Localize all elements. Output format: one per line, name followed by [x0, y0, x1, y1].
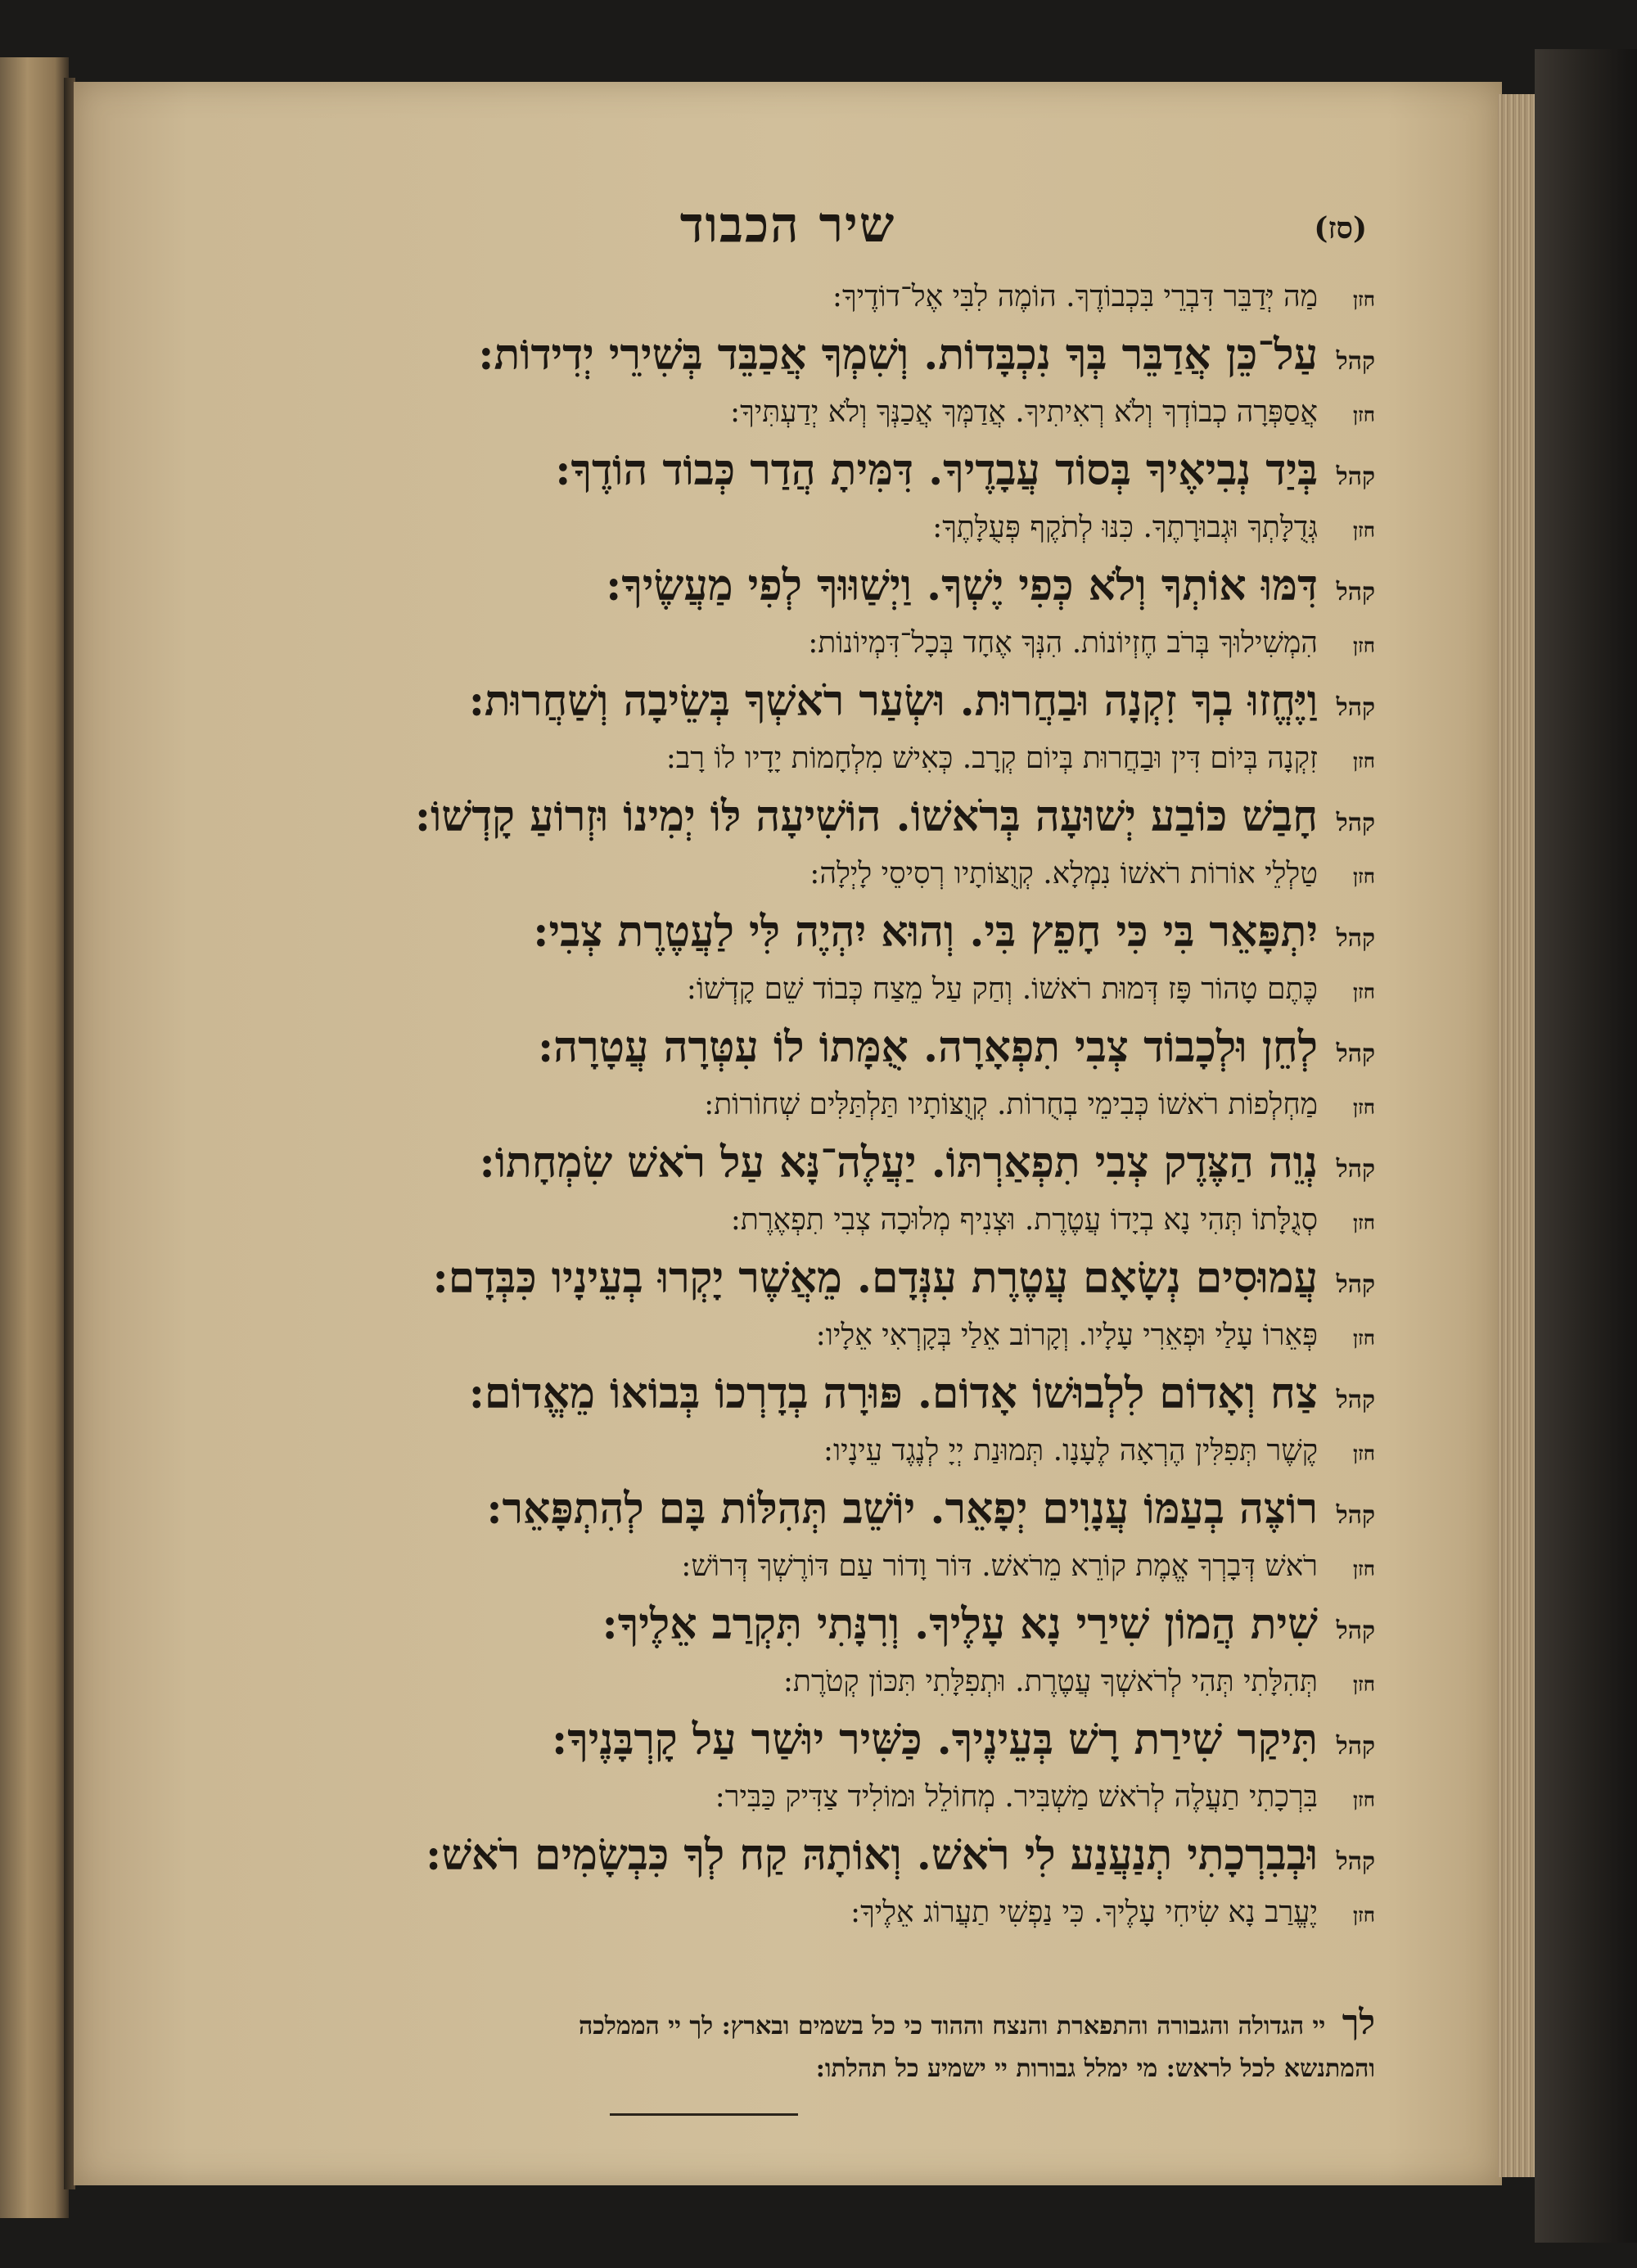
- verse-text: הִמְשִׁילוּךָ בְּרֹב חֶזְיוֹנוֹת. הִנְּךָ אֶחָד בְּכָל־דִּמְיוֹנוֹת:: [808, 626, 1318, 660]
- page-content: [74, 82, 1502, 2185]
- closing-passage: [180, 2001, 1375, 2090]
- speaker-label: חזן: [1352, 1095, 1375, 1119]
- closing-text: יי הגדולה והגבורה והתפארת והנצח וההוד כי כל בשמים ובארץ: לך יי הממלכה: [578, 2012, 1326, 2040]
- congregation-line: [164, 1132, 1375, 1193]
- speaker-label: חזן: [1352, 749, 1375, 773]
- verse-text: בְּיַד נְבִיאֶיךָ בְּסוֹד עֲבָדֶיךָ. דִּמִּיתָ הֲדַר כְּבוֹד הוֹדֶךָ:: [555, 445, 1318, 495]
- cantor-line: [164, 732, 1375, 786]
- speaker-label: חזן: [1352, 864, 1375, 888]
- verse-text: בִּרְכָתִי תַעֲלֶה לְרֹאשׁ מַשְׁבִּיר. מְחוֹלֵל וּמוֹלִיד צַדִּיק כַּבִּיר:: [715, 1780, 1318, 1814]
- verse-text: עֲמוּסִים נְשָׂאָם עֲטֶרֶת עִנְּדָם. מֵאֲשֶׁר יָקְרוּ בְעֵינָיו כִּבְּדָם:: [432, 1253, 1318, 1303]
- speaker-label: חזן: [1352, 287, 1375, 311]
- cantor-line: [164, 1540, 1375, 1594]
- verse-text: לְחֵן וּלְכָבוֹד צְבִי תִפְאָרָה. אֻמָּתוֹ לוֹ עִטְּרָה עֲטָרָה:: [537, 1022, 1318, 1072]
- verse-text: כֶּתֶם טָהוֹר פָּז דְּמוּת רֹאשׁוֹ. וְחַק עַל מֵצַח כְּבוֹד שֵׁם קָדְשׁוֹ:: [686, 972, 1318, 1006]
- speaker-label: קהל: [1336, 693, 1375, 722]
- page-number: (סז): [1314, 211, 1367, 246]
- speaker-label: חזן: [1352, 1903, 1375, 1927]
- speaker-label: חזן: [1352, 403, 1375, 426]
- speaker-label: קהל: [1336, 1847, 1375, 1876]
- verse-text: מַה יְּדַבֵּר דִּבְרֵי בִּכְבוֹדֶךָ. הוֹמֶה לִבִּי אֶל־דוֹדֶיךָ:: [832, 280, 1318, 313]
- verse-text: חָבַשׁ כּוֹבַע יְשׁוּעָה בְּרֹאשׁוֹ. הוֹשִׁיעָה לּוֹ יְמִינוֹ וּזְרוֹעַ קָדְשׁוֹ:: [414, 791, 1318, 841]
- verse-text: וּבְבִרְכָתִי תְנַעֲנַע לִי רֹאשׁ. וְאוֹתָהּ קַח לְךָ כִּבְשָׂמִים רֹאשׁ:: [426, 1830, 1318, 1880]
- cantor-line: [164, 1886, 1375, 1940]
- speaker-label: קהל: [1336, 1270, 1375, 1299]
- verse-list: [164, 270, 1375, 1940]
- speaker-label: קהל: [1336, 1386, 1375, 1414]
- speaker-label: חזן: [1352, 1211, 1375, 1234]
- congregation-line: [164, 324, 1375, 386]
- speaker-label: קהל: [1336, 1155, 1375, 1184]
- verse-text: שִׁית הֲמוֹן שִׁירַי נָא עָלֶיךָ. וְרִנָּתִי תִּקְרַב אֵלֶיךָ:: [602, 1599, 1318, 1649]
- congregation-line: [164, 555, 1375, 616]
- left-page-edge: [0, 57, 69, 2218]
- speaker-label: קהל: [1336, 1732, 1375, 1761]
- speaker-label: קהל: [1336, 924, 1375, 953]
- congregation-line: [164, 1247, 1375, 1309]
- verse-text: מַחְלְפוֹת רֹאשׁוֹ כְּבִימֵי בְחֻרוֹת. קְוֻצּוֹתָיו תַּלְתַּלִּים שְׁחוֹרוֹת:: [704, 1088, 1318, 1121]
- verse-text: קֶשֶׁר תְּפִלִּין הֶרְאָה לֶעָנָו. תְּמוּנַת יְיָ לְנֶגֶד עֵינָיו:: [823, 1434, 1318, 1468]
- congregation-line: [164, 1594, 1375, 1655]
- verse-text: סְגֻלָּתוֹ תְּהִי נָא בְיָדוֹ עֲטֶרֶת. וּצְנִיף מְלוּכָה צְבִי תִפְאֶרֶת:: [730, 1203, 1318, 1237]
- verse-text: רוֹצֶה בְעַמּוֹ עֲנָוִים יְפָאֵר. יוֹשֵׁב תְּהִלּוֹת בָּם לְהִתְפָּאֵר:: [486, 1484, 1318, 1534]
- congregation-line: [164, 1709, 1375, 1770]
- closing-line: [180, 2001, 1375, 2048]
- congregation-line: [164, 901, 1375, 963]
- cantor-line: [164, 270, 1375, 324]
- cantor-line: [164, 1078, 1375, 1132]
- page-title: שיר הכבוד: [679, 196, 896, 254]
- congregation-line: [164, 1824, 1375, 1886]
- speaker-label: קהל: [1336, 462, 1375, 491]
- verse-text: וַיֶּחֱזוּ בְךָ זִקְנָה וּבַחֲרוּת. וּשְׂעַר רֹאשְׁךָ בְּשֵׂיבָה וְשַׁחֲרוּת:: [468, 676, 1318, 726]
- page-fore-edge: [1498, 94, 1539, 2177]
- speaker-label: קהל: [1336, 1039, 1375, 1068]
- speaker-label: קהל: [1336, 578, 1375, 606]
- speaker-label: חזן: [1352, 1441, 1375, 1465]
- cantor-line: [164, 1770, 1375, 1824]
- end-divider: [610, 2113, 798, 2116]
- speaker-label: חזן: [1352, 980, 1375, 1003]
- congregation-line: [164, 786, 1375, 847]
- congregation-line: [164, 1017, 1375, 1078]
- verse-text: תִּיקַר שִׁירַת רָשׁ בְּעֵינֶיךָ. כַּשִּׁיר יוּשַׁר עַל קָרְבָּנֶיךָ:: [552, 1715, 1318, 1765]
- closing-text: והמתנשא לכל לראש: מי ימלל גבורות יי ישמיע כל תהלתו:: [815, 2054, 1375, 2083]
- speaker-label: קהל: [1336, 1616, 1375, 1645]
- verse-text: פְּאֵרוֹ עָלַי וּפְאֵרִי עָלָיו. וְקָרוֹב אֵלַי בְּקָרְאִי אֵלָיו:: [815, 1319, 1318, 1352]
- verse-text: טַלְלֵי אוֹרוֹת רֹאשׁוֹ נִמְלָא. קְוֻצּוֹתָיו רְסִיסֵי לָיְלָה:: [809, 857, 1318, 891]
- verse-text: יִתְפָּאֵר בִּי כִּי חָפֵץ בִּי. וְהוּא יִהְיֶה לִּי לַעֲטֶרֶת צְבִי:: [533, 907, 1318, 957]
- speaker-label: חזן: [1352, 518, 1375, 542]
- closing-lead-word: לך: [1342, 2002, 1375, 2042]
- verse-text: עַל־כֵּן אֲדַבֵּר בְּךָ נִכְבָּדוֹת. וְשִׁמְךָ אֲכַבֵּד בְּשִׁירֵי יְדִידוֹת:: [478, 330, 1318, 380]
- cantor-line: [164, 616, 1375, 670]
- page-header: [74, 196, 1502, 262]
- closing-line: [180, 2048, 1375, 2090]
- speaker-label: חזן: [1352, 634, 1375, 657]
- speaker-label: קהל: [1336, 809, 1375, 837]
- cantor-line: [164, 963, 1375, 1017]
- verse-text: רֹאשׁ דְּבָרְךָ אֱמֶת קוֹרֵא מֵרֹאשׁ. דּוֹר וָדוֹר עַם דּוֹרֶשְׁךָ דְּרוֹשׁ:: [681, 1549, 1318, 1583]
- speaker-label: חזן: [1352, 1672, 1375, 1696]
- speaker-label: קהל: [1336, 347, 1375, 376]
- speaker-label: חזן: [1352, 1788, 1375, 1811]
- cantor-line: [164, 386, 1375, 440]
- speaker-label: חזן: [1352, 1557, 1375, 1580]
- congregation-line: [164, 440, 1375, 501]
- congregation-line: [164, 1478, 1375, 1540]
- cantor-line: [164, 1424, 1375, 1478]
- verse-text: יֶעֱרַב נָא שִׂיחִי עָלֶיךָ. כִּי נַפְשִׁי תַעֲרוֹג אֵלֶיךָ:: [850, 1896, 1318, 1929]
- verse-text: אֲסַפְּרָה כְבוֹדְךָ וְלֹא רְאִיתִיךָ. אֲדַמְּךָ אֲכַנְּךָ וְלֹא יְדַעְתִּיךָ:: [729, 395, 1318, 429]
- verse-text: זִקְנָה בְּיוֹם דִּין וּבַחֲרוּת בְּיוֹם קְרָב. כְּאִישׁ מִלְחָמוֹת יָדָיו לוֹ רָב:: [665, 742, 1318, 775]
- cantor-line: [164, 1655, 1375, 1709]
- cantor-line: [164, 1193, 1375, 1247]
- verse-text: תְּהִלָּתִי תְּהִי לְרֹאשְׁךָ עֲטֶרֶת. וּתְפִלָּתִי תִּכּוֹן קְטֹרֶת:: [782, 1665, 1318, 1698]
- verse-text: גְּדֻלָּתְךָ וּגְבוּרָתֶךָ. כִּנּוּ לְתֹקֶף פְּעֻלָּתֶךָ:: [932, 511, 1318, 544]
- verse-text: צַח וְאָדוֹם לִלְבוּשׁוֹ אָדוֹם. פּוּרָה בְדָרְכוֹ בְּבוֹאוֹ מֵאֱדוֹם:: [468, 1368, 1318, 1418]
- cantor-line: [164, 501, 1375, 555]
- verse-text: נְוֵה הַצֶּדֶק צְבִי תִפְאַרְתּוֹ. יַעֲלֶה־נָּא עַל רֹאשׁ שִׂמְחָתוֹ:: [479, 1138, 1318, 1188]
- book-cover-edge: [1535, 49, 1637, 2243]
- congregation-line: [164, 670, 1375, 732]
- verse-text: דִּמּוּ אוֹתְךָ וְלֹא כְּפִי יֶשְׁךָ. וַיְשַׁוּוּךָ לְפִי מַעֲשֶׂיךָ:: [606, 561, 1318, 611]
- congregation-line: [164, 1363, 1375, 1424]
- cantor-line: [164, 1309, 1375, 1363]
- speaker-label: חזן: [1352, 1326, 1375, 1350]
- speaker-label: קהל: [1336, 1501, 1375, 1530]
- cantor-line: [164, 847, 1375, 901]
